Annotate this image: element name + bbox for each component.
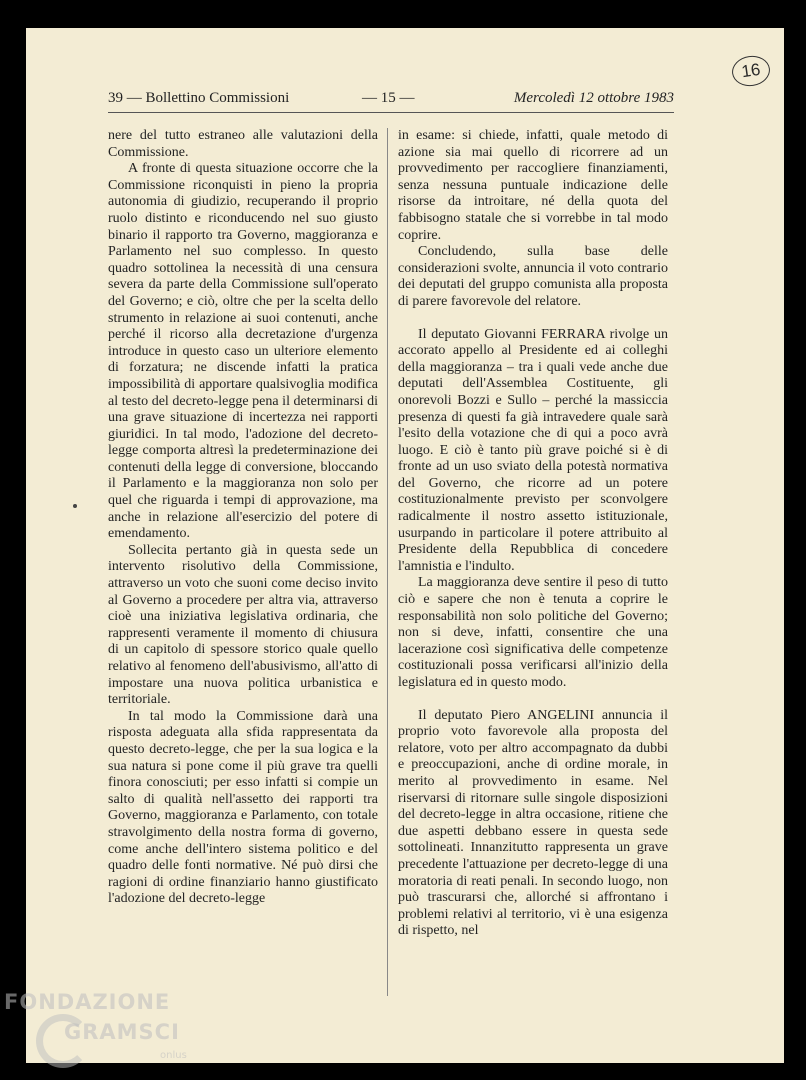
right-column	[398, 128, 668, 940]
page-header	[108, 90, 674, 112]
handwritten-page-number: 16	[730, 54, 772, 89]
paragraph: A fronte di questa situazione occorre che la Commissione riconquisti in pieno la propria autonomia di giudizio, recuperando il proprio ruolo distinto e riconducendo nel suo giusto binario il rapporto tra Governo, maggioranza e Parlamento nel suo complesso. In questo quadro sottolinea la necessità di una censura severa da parte della Commissione sull'operato del Governo; e ciò, oltre che per la scelta dello strumento in relazione ai suoi contenuti, anche perché il ricorso alla decretazione d'urgenza introduce in questo caso un ulteriore elemento di forzatura; ne discende infatti la pratica impossibilità di apportare qualsivoglia modifica al testo del decreto-legge pena il determinarsi di una grave situazione di incertezza nei rapporti giuridici. In tal modo, l'adozione del decreto-legge comporta altresì la predeterminazione dei contenuti della legge di conversione, bloccando il Parlamento e la maggioranza non solo per quel che riguarda i tempi di approvazione, ma anche in relazione all'esercizio del potere di emendamento.	[108, 161, 378, 542]
paragraph: Sollecita pertanto già in questa sede un intervento risolutivo della Commissione, attraverso un voto che suoni come deciso invito al Governo a procedere per altra via, attraverso cioè una iniziativa legislativa ordinaria, che rappresenti veramente il momento di chiusura di un capitolo di spessore storico quale quello relativo al fenomeno dell'abusivismo, all'atto di impostare una nuova politica urbanistica e territoriale.	[108, 542, 378, 708]
header-rule	[108, 112, 674, 113]
left-column	[108, 128, 378, 908]
document-page	[26, 28, 784, 1063]
watermark-logo	[0, 990, 220, 1080]
margin-dot	[73, 504, 77, 508]
paragraph: in esame: si chiede, infatti, quale metodo di azione sia mai quello di ricorrere ad un provvedimento per raccogliere finanziamenti, senza nessuna puntuale indicazione delle risorse da introitare, né della quota del fabbisogno statale che si vorrebbe in tal modo coprire.	[398, 128, 668, 243]
paragraph-angelini: Il deputato Piero ANGELINI annuncia il proprio voto favorevole alla proposta del relatore, voto per altro accompagnato da dubbi e preoccupazioni, anche di ordine morale, in merito al provvedimento in esame. Nel riservarsi di ritornare sulle singole disposizioni del decreto-legge in altra occasione, ritiene che due aspetti debbano essere in questa sede sottolineati. Innanzitutto rappresenta un grave precedente l'attuazione per decreto-legge di una moratoria di reati penali. In secondo luogo, non può trascurarsi che, allorché si affrontano i problemi relativi al territorio, vi è una esigenza di rispetto, nel	[398, 707, 668, 939]
watermark-onlus: onlus	[160, 1050, 187, 1061]
header-bulletin: 39 — Bollettino Commissioni	[108, 90, 290, 106]
header-date: Mercoledì 12 ottobre 1983	[513, 90, 674, 106]
paragraph-ferrara: Il deputato Giovanni FERRARA rivolge un accorato appello al Presidente ed ai colleghi della maggioranza – tra i quali vede anche due deputati dell'Assemblea Costituente, gli onorevoli Bozzi e Sullo – perché la massiccia presenza di questi fa già intravedere quale sarà l'esito della votazione che di qui a poco avrà luogo. E ciò è tanto più grave poiché si è di fronte ad un uso sviato della potestà normativa del Governo, che ricorre ad un potere costituzionalmente previsto per sconvolgere radicalmente il nostro assetto istituzionale, usurpando in particolare il potere attribuito al Presidente della Repubblica di concedere l'amnistia e l'indulto.	[398, 326, 668, 574]
paragraph: Concludendo, sulla base delle considerazioni svolte, annuncia il voto contrario dei deputati del gruppo comunista alla proposta di parere favorevole del relatore.	[398, 244, 668, 309]
watermark-line1: FONDAZIONE	[4, 990, 171, 1014]
paragraph: In tal modo la Commissione darà una risposta adeguata alla sfida rappresentata da questo decreto-legge, che per la sua logica e la sua natura si pone come il più grave tra quelli finora conosciuti; per esso infatti si compie un salto di qualità nell'assetto dei rapporti tra Governo, maggioranza e Parlamento, con totale stravolgimento della nostra forma di governo, come anche dell'intero sistema politico e del quadro delle fonti normative. Né può dirsi che ragioni di ordine finanziario hanno giustificato l'adozione del decreto-legge	[108, 708, 378, 907]
paragraph: La maggioranza deve sentire il peso di tutto ciò e sapere che non è tenuta a coprire le responsabilità non solo politiche del Governo; non si deve, infatti, consentire che una lacerazione così significativa delle competenze costituzionali possa verificarsi all'inizio della legislatura ed in questo modo.	[398, 575, 668, 690]
paragraph: nere del tutto estraneo alle valutazioni della Commissione.	[108, 128, 378, 160]
watermark-line2: GRAMSCI	[64, 1020, 180, 1044]
header-page-number: — 15 —	[362, 90, 415, 106]
column-divider	[387, 128, 388, 996]
